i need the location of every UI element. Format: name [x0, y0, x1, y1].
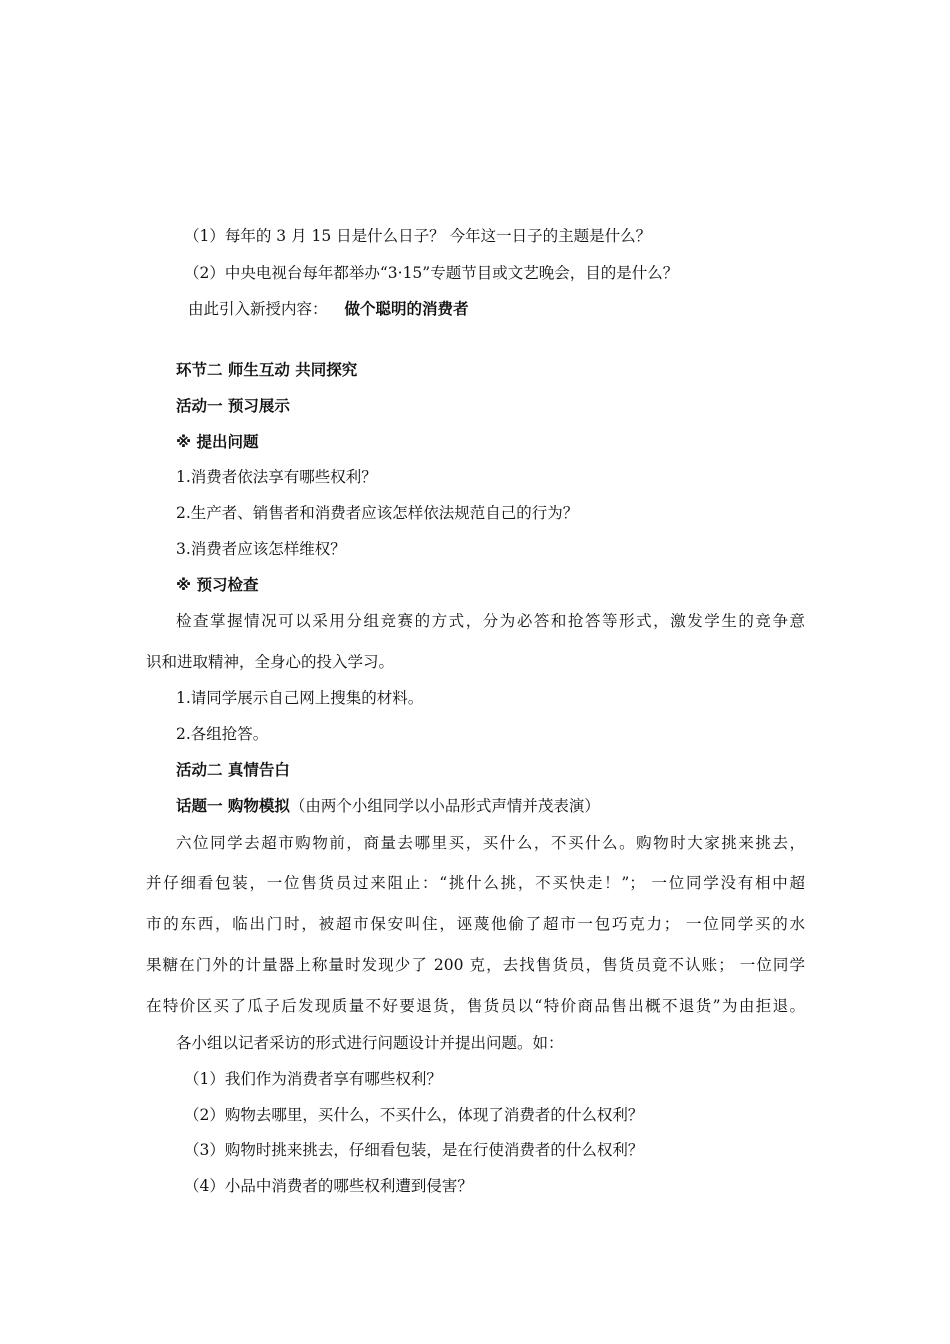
intro-lead: [188, 299, 468, 319]
preview-check-heading: ※ 预习检查: [176, 576, 259, 594]
intro-lead-prefix: 由此引入新授内容：: [188, 300, 328, 318]
story-line-5: 在特价区买了瓜子后发现质量不好要退货，售货员以“特价商品售出概不退货”为由拒退。: [146, 997, 805, 1015]
check-paragraph-line-2: 识和进取精神，全身心的投入学习。: [146, 653, 395, 671]
question-item-3: 3.消费者应该怎样维权？: [176, 540, 346, 558]
interview-intro: 各小组以记者采访的形式进行问题设计并提出问题。如：: [176, 1034, 564, 1052]
question-item-2: 2.生产者、销售者和消费者应该怎样依法规范自己的行为？: [176, 504, 579, 522]
story-line-3: 市的东西，临出门时，被超市保安叫住，诬蔑他偷了超市一包巧克力； 一位同学买的水: [146, 915, 805, 933]
activity1-heading: 活动一 预习展示: [176, 397, 290, 415]
interview-question-4: （4）小品中消费者的哪些权利遭到侵害？: [184, 1177, 473, 1195]
question-item-1: 1.消费者依法享有哪些权利？: [176, 468, 377, 486]
intro-question-1: （1）每年的 3 月 15 日是什么日子？ 今年这一日子的主题是什么？: [184, 227, 652, 245]
story-line-2: 并仔细看包装，一位售货员过来阻止：“挑什么挑，不买快走！”； 一位同学没有相中超: [146, 874, 805, 892]
activity2-heading: 活动二 真情告白: [176, 761, 290, 779]
ask-questions-heading: ※ 提出问题: [176, 433, 259, 451]
interview-question-2: （2）购物去哪里，买什么，不买什么，体现了消费者的什么权利？: [184, 1106, 644, 1124]
topic-label: 话题一 购物模拟: [176, 797, 290, 815]
section2-heading: 环节二 师生互动 共同探究: [176, 361, 358, 379]
step-item-1: 1.请同学展示自己网上搜集的材料。: [176, 689, 424, 707]
intro-question-2: （2）中央电视台每年都举办“3·15”专题节目或文艺晚会，目的是什么？: [184, 264, 679, 282]
step-item-2: 2.各组抢答。: [176, 725, 269, 743]
intro-lead-topic: 做个聪明的消费者: [344, 300, 469, 318]
topic-line: [176, 796, 600, 816]
story-line-4: 果糖在门外的计量器上称量时发现少了 200 克，去找售货员，售货员竟不认账； 一位同学: [146, 956, 805, 974]
topic-note: （由两个小组同学以小品形式声情并茂表演）: [289, 797, 600, 815]
interview-question-1: （1）我们作为消费者享有哪些权利？: [184, 1070, 442, 1088]
interview-question-3: （3）购物时挑来挑去，仔细看包装，是在行使消费者的什么权利？: [184, 1141, 644, 1159]
check-paragraph-line-1: 检查掌握情况可以采用分组竞赛的方式，分为必答和抢答等形式，激发学生的竞争意: [176, 612, 805, 630]
story-line-1: 六位同学去超市购物前，商量去哪里买，买什么，不买什么。购物时大家挑来挑去，: [176, 834, 805, 852]
